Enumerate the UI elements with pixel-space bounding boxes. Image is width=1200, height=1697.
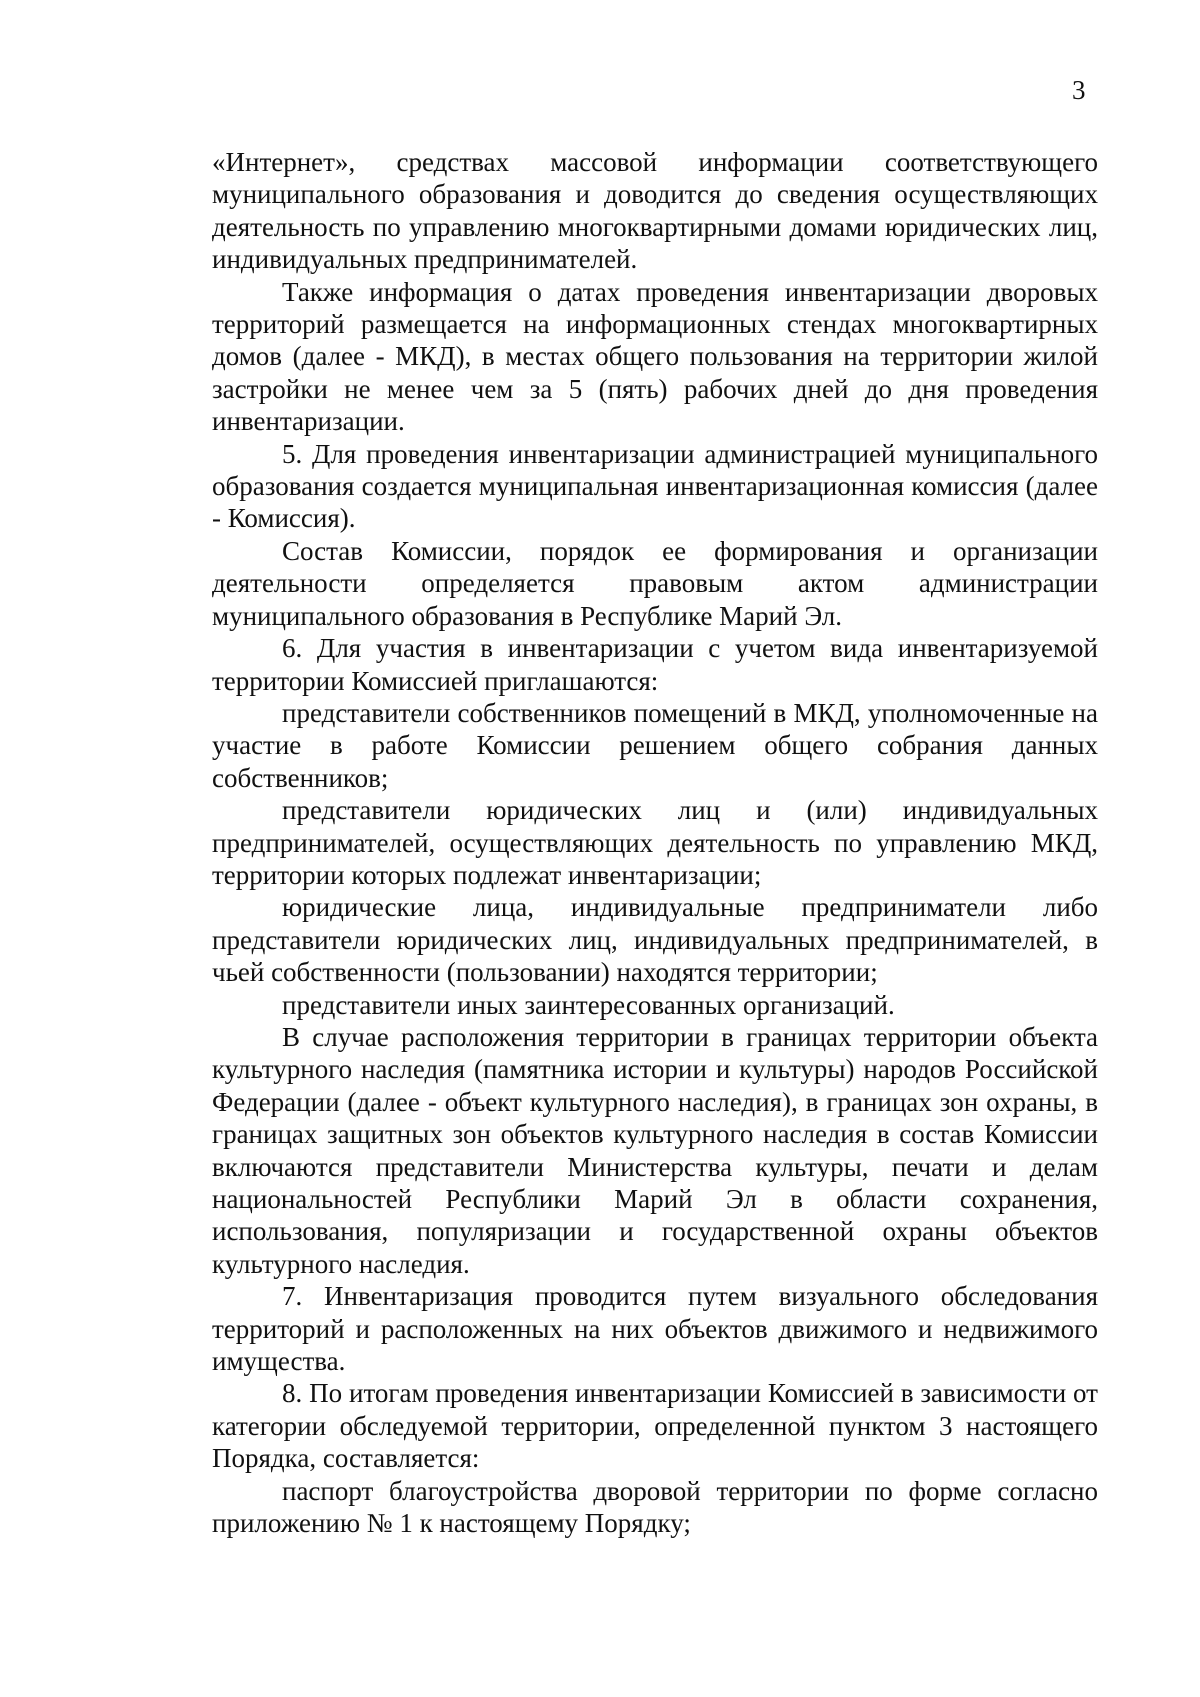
paragraph-item-6-participants: 6. Для участия в инвентаризации с учетом вида инвентаризуемой территории Комиссией приглашаются: [212,633,1098,696]
paragraph-commission-composition: Состав Комиссии, порядок ее формирования и организации деятельности определяется правовым актом администрации муниципального образования в Республике Марий Эл. [212,535,1098,631]
paragraph-item-7-visual-inspection: 7. Инвентаризация проводится путем визуального обследования территорий и расположенных на них объектов движимого и недвижимого имущества. [212,1281,1098,1377]
document-body [212,146,1098,1539]
paragraph-yard-passport: паспорт благоустройства дворовой территории по форме согласно приложению № 1 к настоящему Порядку; [212,1475,1098,1539]
paragraph-owners-representatives: представители собственников помещений в МКД, уполномоченные на участие в работе Комиссии решением общего собрания данных собственников; [212,697,1098,793]
paragraph-item-5-commission: 5. Для проведения инвентаризации администрацией муниципального образования создается муниципальная инвентаризационная комиссия (далее - Комиссия). [212,438,1098,534]
paragraph-item-8-results: 8. По итогам проведения инвентаризации Комиссией в зависимости от категории обследуемой территории, определенной пунктом 3 настоящего Порядка, составляется: [212,1378,1098,1474]
paragraph-cultural-heritage: В случае расположения территории в границах территории объекта культурного наследия (памятника истории и культуры) народов Российской Федерации (далее - объект культурного наследия), в границах зон охраны, в границах защитных зон объектов культурного наследия в состав Комиссии включаются представители Министерства культуры, печати и делам национальностей Республики Марий Эл в области сохранения, использования, популяризации и государственной охраны объектов культурного наследия. [212,1021,1098,1279]
paragraph-internet-media: «Интернет», средствах массовой информации соответствующего муниципального образования и доводится до сведения осуществляющих деятельность по управлению многоквартирными домами юридических лиц, индивидуальных предпринимателей. [212,147,1098,275]
paragraph-legal-entities-representatives: представители юридических лиц и (или) индивидуальных предпринимателей, осуществляющих деятельность по управлению МКД, территории которых подлежат инвентаризации; [212,795,1098,890]
paragraph-other-organizations: представители иных заинтересованных организаций. [282,989,895,1020]
paragraph-inventory-dates-info: Также информация о датах проведения инвентаризации дворовых территорий размещается на информационных стендах многоквартирных домов (далее - МКД), в местах общего пользования на территории жилой застройки не менее чем за 5 (пять) рабочих дней до дня проведения инвентаризации. [212,276,1098,437]
paragraph-property-owners: юридические лица, индивидуальные предприниматели либо представители юридических лиц, индивидуальных предпринимателей, в чьей собственности (пользовании) находятся территории; [212,892,1098,988]
page-number: 3 [1072,75,1086,105]
